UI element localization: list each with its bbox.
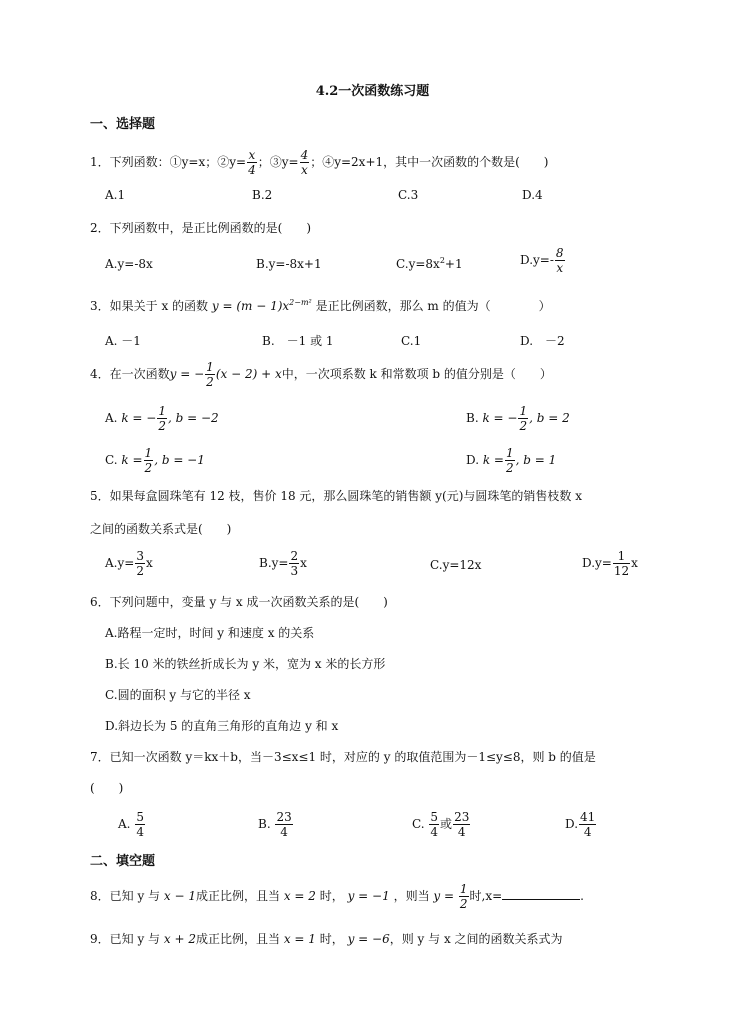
q5-opta-fraction [135, 549, 145, 578]
q7-answer-paren: ( ) [90, 781, 124, 795]
q7-optc-fraction-1 [429, 810, 439, 839]
q4-opta-lhs: k = − [121, 411, 157, 425]
q9-formula-3: y = −6 [347, 932, 390, 946]
q4-opta-num: 1 [158, 404, 166, 418]
q7-opta-num: 5 [136, 810, 144, 824]
q8-mid-2: 时， [319, 889, 344, 903]
q9-suffix: ，则 y 与 x 之间的函数关系式为 [389, 932, 563, 946]
q8-num: 1 [459, 882, 468, 896]
question-7: 7．已知一次函数 y＝kx＋b，当－3≤x≤1 时，对应的 y 的取值范围为－1≤y≤8，则 b 的值是 [90, 750, 596, 764]
q4-opta-label: A. [105, 411, 118, 425]
q2-optc-base: C.y=8x [396, 257, 440, 271]
q3-formula-exp: 2−m² [289, 298, 312, 307]
q4-optb-label: B. [466, 411, 479, 425]
q9-mid-2: 时， [319, 932, 344, 946]
q8-mid-3: ，则当 [393, 889, 430, 903]
q4-opta-den: 2 [158, 419, 166, 433]
q7-opta-label: A. [118, 817, 131, 831]
q9-mid-1: 成正比例，且当 [195, 932, 280, 946]
q8-prefix: 8．已知 y 与 [90, 889, 161, 903]
q7-optc-label: C. [412, 817, 425, 831]
q4-option-c [105, 446, 205, 475]
q5-opta-suffix: x [145, 556, 153, 570]
q5-option-c: C.y=12x [430, 558, 482, 572]
q5-optb-num: 2 [290, 549, 299, 563]
q6-option-c: C.圆的面积 y 与它的半径 x [105, 688, 251, 702]
q5-optb-fraction [289, 549, 299, 578]
q5-optb-prefix: B.y= [259, 556, 289, 570]
q5-optb-suffix: x [300, 556, 307, 570]
q7-option-b [258, 810, 294, 839]
question-5-line-1: 5．如果每盒圆珠笔有 12 枝，售价 18 元，那么圆珠笔的销售额 y(元)与圆珠笔的销售枝数 x [90, 489, 582, 503]
q6-option-b: B.长 10 米的铁丝折成长为 y 米，宽为 x 米的长方形 [105, 657, 386, 671]
page-title: 4.2一次函数练习题 [315, 84, 430, 99]
q4-optd-num: 1 [505, 446, 514, 460]
q5-option-b [259, 549, 307, 578]
q6-option-a: A.路程一定时，时间 y 和速度 x 的关系 [105, 626, 315, 640]
q4-option-d [466, 446, 556, 475]
q7-optb-label: B. [258, 817, 271, 831]
q7-opta-fraction [135, 810, 145, 839]
question-8 [90, 882, 584, 911]
q5-opta-num: 3 [136, 549, 144, 563]
q7-optb-num: 23 [276, 810, 292, 824]
q7-optc-or: 或 [440, 817, 453, 831]
question-1 [90, 148, 549, 177]
q4-optb-num: 1 [519, 404, 528, 418]
q7-optd-fraction [579, 810, 596, 839]
q4-optc-lhs: k = [121, 453, 143, 467]
q4-prefix: 4．在一次函数 [90, 367, 170, 381]
q8-formula-2: x = 2 [283, 889, 316, 903]
q4-optb-fraction [518, 404, 528, 433]
q4-optd-den: 2 [505, 461, 514, 475]
q1-option-c: C.3 [398, 188, 419, 202]
q7-optc-num2: 23 [454, 810, 470, 824]
q8-formula-1: x − 1 [163, 889, 196, 903]
q1-frac2-num: x [248, 148, 256, 162]
q5-optd-prefix: D.y= [582, 556, 612, 570]
q4-optc-rhs: , b = −1 [154, 453, 205, 467]
q2-option-a: A.y=-8x [105, 257, 153, 271]
q2-optd-num: 8 [555, 246, 564, 260]
q2-optd-prefix: D.y=- [520, 253, 554, 267]
q7-optb-den: 4 [280, 825, 288, 839]
question-6: 6．下列问题中，变量 y 与 x 成一次函数关系的是( ) [90, 595, 388, 609]
section-heading-choice: 一、选择题 [90, 117, 156, 132]
q4-optb-den: 2 [519, 419, 528, 433]
q3-option-d: D. －2 [520, 334, 565, 348]
q1-frac3-num: 4 [300, 148, 309, 162]
q3-option-c: C.1 [401, 334, 422, 348]
q8-formula-3: y = −1 [347, 889, 390, 903]
q4-option-a [105, 404, 219, 433]
q4-option-b [466, 404, 570, 433]
q9-formula-2: x = 1 [283, 932, 316, 946]
q3-prefix: 3．如果关于 x 的函数 [90, 299, 209, 313]
q2-optc-sup: 2 [439, 256, 445, 265]
q1-fraction-4-over-x [300, 148, 310, 177]
q7-option-c [412, 810, 471, 839]
q5-optd-num: 1 [613, 549, 630, 564]
q4-f-den: 2 [206, 375, 214, 389]
q5-optd-den: 12 [613, 564, 630, 578]
q4-f-num: 1 [206, 360, 214, 374]
q4-optc-den: 2 [144, 461, 153, 475]
q3-formula-base: y = (m − 1)x [211, 299, 290, 313]
q4-optd-rhs: , b = 1 [515, 453, 557, 467]
q3-suffix: 是正比例函数，那么 m 的值为（ ） [315, 299, 551, 313]
q1-suffix: ；④y=2x+1，其中一次函数的个数是( ) [310, 155, 549, 169]
q9-formula-1: x + 2 [163, 932, 196, 946]
section-heading-fill: 二、填空题 [90, 854, 156, 869]
q4-suffix: 中，一次项系数 k 和常数项 b 的值分别是（ ） [281, 367, 552, 381]
q5-optb-den: 3 [290, 564, 299, 578]
q8-end: . [580, 889, 584, 903]
q7-opta-den: 4 [136, 825, 144, 839]
q7-optd-label: D. [565, 817, 579, 831]
q8-suffix: 时,x= [469, 889, 503, 903]
q4-optb-rhs: , b = 2 [529, 411, 570, 425]
question-9 [90, 931, 563, 947]
q1-option-b: B.2 [252, 188, 273, 202]
q8-fraction [459, 882, 469, 911]
q4-opta-fraction [157, 404, 167, 433]
q8-den: 2 [459, 897, 468, 911]
q8-mid-1: 成正比例，且当 [195, 889, 280, 903]
q4-formula-rhs: (x − 2) + x [215, 367, 282, 381]
q4-optc-num: 1 [144, 446, 153, 460]
q4-formula-lhs: y = − [169, 367, 205, 381]
q1-frac3-den: x [300, 163, 308, 177]
q7-optd-num: 41 [580, 810, 596, 824]
q1-fraction-x-over-4 [247, 148, 257, 177]
q8-answer-blank[interactable] [502, 887, 580, 900]
q1-mid: ；③y= [257, 155, 299, 169]
q7-optc-den1: 4 [430, 825, 439, 839]
question-3 [90, 298, 551, 314]
q5-option-a [105, 549, 153, 578]
q1-frac2-den: 4 [248, 163, 256, 177]
q1-option-d: D.4 [522, 188, 543, 202]
q1-prefix: 1．下列函数：①y=x；②y= [90, 155, 247, 169]
q2-option-c [396, 256, 463, 272]
question-2: 2．下列函数中，是正比例函数的是( ) [90, 221, 311, 235]
q2-optd-den: x [556, 261, 564, 275]
q4-optc-label: C. [105, 453, 118, 467]
q7-optb-fraction [275, 810, 292, 839]
q5-opta-den: 2 [136, 564, 144, 578]
q7-option-d [565, 810, 597, 839]
q8-formula-4: y = [433, 889, 455, 903]
q5-optd-fraction [613, 549, 630, 578]
question-4 [90, 360, 552, 389]
q9-prefix: 9．已知 y 与 [90, 932, 161, 946]
q7-optc-den2: 4 [457, 825, 466, 839]
q4-optb-lhs: k = − [482, 411, 518, 425]
q4-optd-lhs: k = [482, 453, 504, 467]
q2-option-b: B.y=-8x+1 [256, 257, 322, 271]
q4-opta-rhs: , b = −2 [167, 411, 219, 425]
q3-option-b: B. －1 或 1 [262, 334, 334, 348]
question-5-line-2: 之间的函数关系式是( ) [90, 522, 232, 536]
q5-opta-prefix: A.y= [105, 556, 135, 570]
q7-option-a [118, 810, 146, 839]
q2-optd-fraction [555, 246, 565, 275]
q4-formula-fraction [205, 360, 215, 389]
q4-optc-fraction [144, 446, 154, 475]
q1-option-a: A.1 [105, 188, 126, 202]
q2-optc-tail: +1 [444, 257, 463, 271]
q7-optd-den: 4 [583, 825, 592, 839]
q6-option-d: D.斜边长为 5 的直角三角形的直角边 y 和 x [105, 719, 339, 733]
q7-optc-num1: 5 [430, 810, 439, 824]
q3-option-a: A. －1 [105, 334, 141, 348]
q4-optd-label: D. [466, 453, 480, 467]
q7-optc-fraction-2 [453, 810, 470, 839]
q4-optd-fraction [505, 446, 515, 475]
q5-optd-suffix: x [631, 556, 638, 570]
q2-option-d [520, 246, 566, 275]
q5-option-d [582, 549, 638, 578]
